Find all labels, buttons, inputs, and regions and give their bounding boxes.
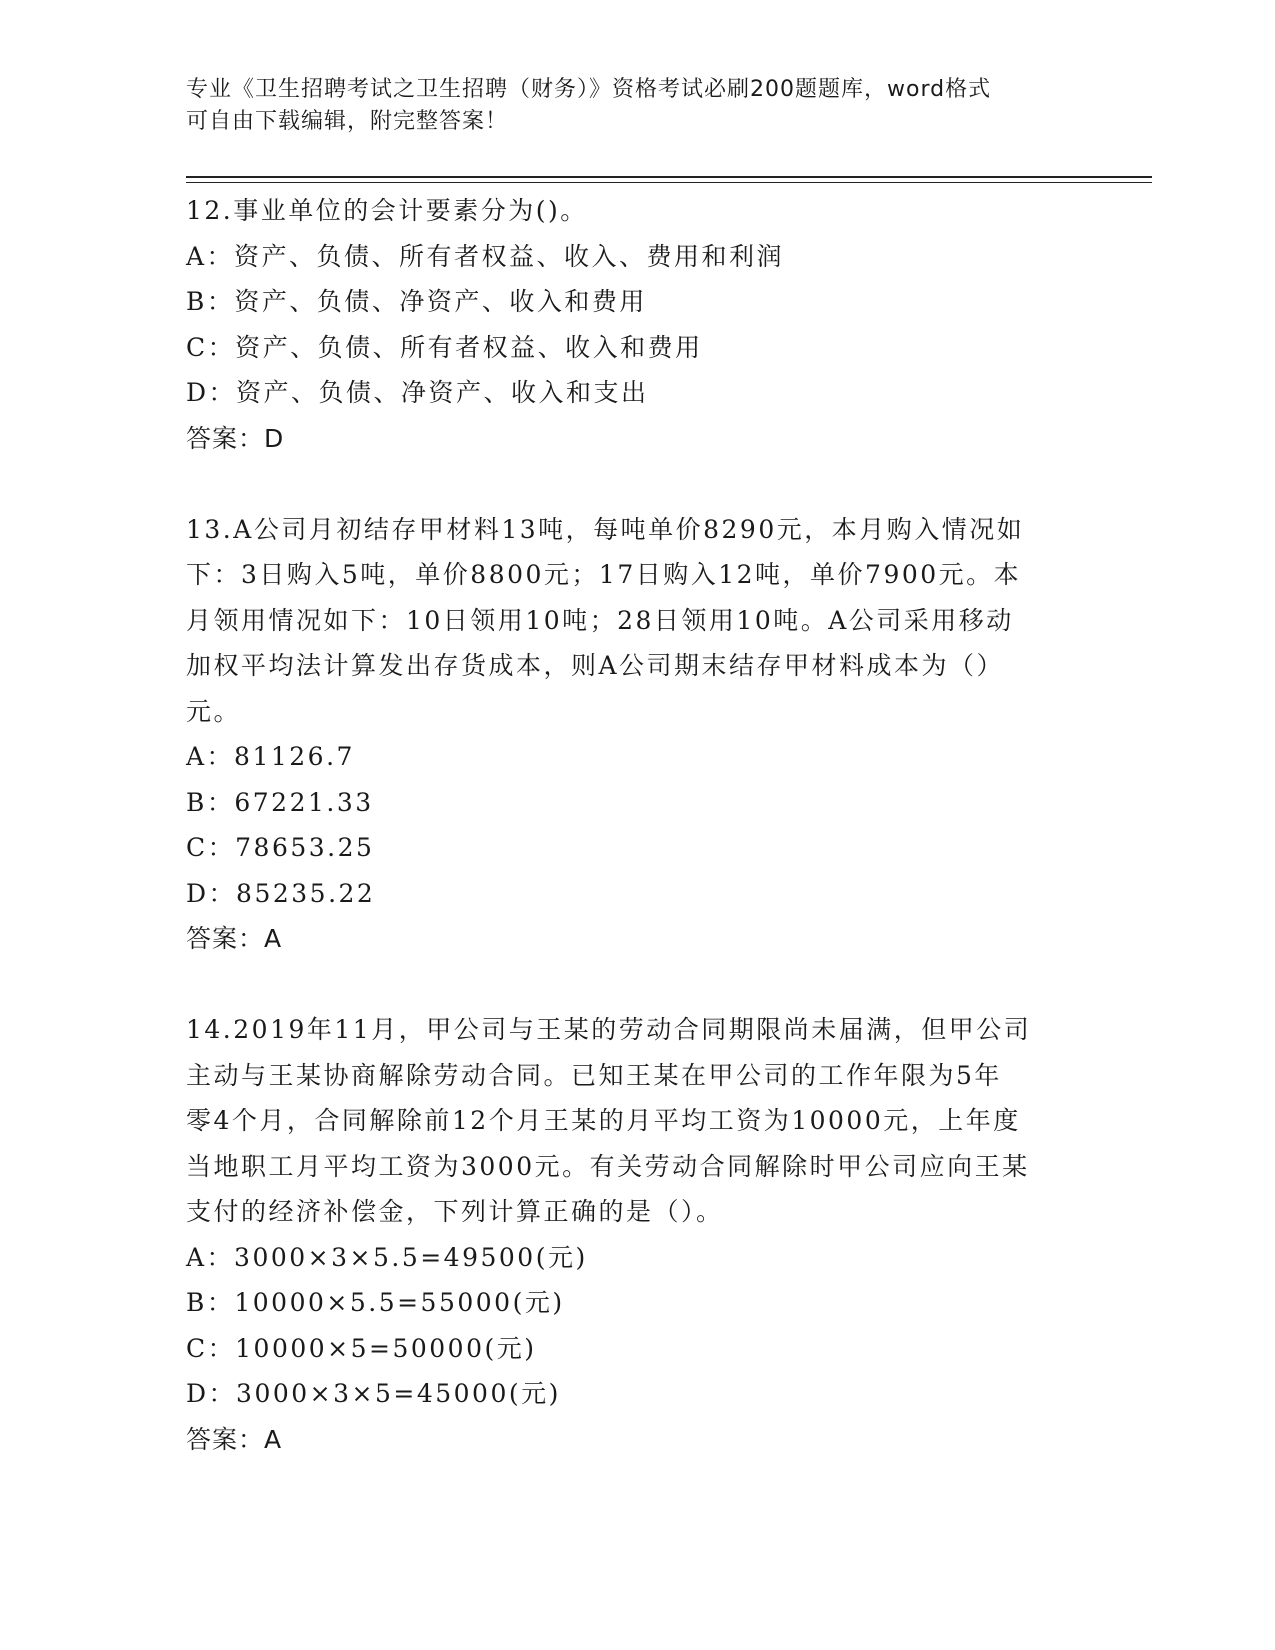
option-a: A：资产、负债、所有者权益、收入、费用和利润 [186, 241, 785, 271]
question-12 [186, 188, 1086, 461]
option-d: D：资产、负债、净资产、收入和支出 [186, 378, 649, 407]
question-stem-line: 主动与王某协商解除劳动合同。已知王某在甲公司的工作年限为5年 [186, 1060, 1002, 1090]
option-b: B：资产、负债、净资产、收入和费用 [186, 287, 647, 316]
answer-line: 答案：D [186, 423, 285, 453]
option-a: A：81126.7 [186, 742, 355, 771]
option-b: B：10000×5.5=55000(元) [186, 1288, 565, 1317]
question-gap [186, 461, 1086, 507]
answer-line: 答案：A [186, 924, 283, 953]
question-stem-line: 零4个月，合同解除前12个月王某的月平均工资为10000元，上年度 [186, 1106, 1021, 1135]
question-stem: 12.事业单位的会计要素分为()。 [186, 196, 588, 225]
question-stem-line: 元。 [186, 696, 242, 726]
question-stem-line: 14.2019年11月，甲公司与王某的劳动合同期限尚未届满，但甲公司 [186, 1015, 1032, 1044]
header-line-1: 专业《卫生招聘考试之卫生招聘（财务）》资格考试必刷200题题库，word格式 [186, 77, 992, 102]
question-13 [186, 507, 1086, 962]
option-b: B：67221.33 [186, 787, 374, 817]
question-stem-line: 加权平均法计算发出存货成本，则A公司期末结存甲材料成本为（） [186, 651, 1005, 680]
document-header [186, 74, 1066, 138]
answer-line: 答案：A [186, 1424, 283, 1454]
option-d: D：3000×3×5=45000(元) [186, 1379, 561, 1408]
question-stem-line: 13.A公司月初结存甲材料13吨，每吨单价8290元，本月购入情况如 [186, 514, 1025, 544]
question-14 [186, 1007, 1086, 1462]
option-a: A：3000×3×5.5=49500(元) [186, 1242, 588, 1272]
option-c: C：78653.25 [186, 833, 375, 862]
question-stem-line: 月领用情况如下：10日领用10吨；28日领用10吨。A公司采用移动 [186, 605, 1014, 635]
option-c: C：资产、负债、所有者权益、收入和费用 [186, 332, 703, 362]
header-divider-thin [186, 182, 1152, 183]
question-stem-line: 下：3日购入5吨，单价8800元；17日购入12吨，单价7900元。本 [186, 560, 1022, 589]
option-d: D：85235.22 [186, 878, 376, 908]
question-gap [186, 962, 1086, 1008]
header-divider-thick [186, 176, 1152, 178]
option-c: C：10000×5=50000(元) [186, 1333, 537, 1363]
header-line-2: 可自由下载编辑，附完整答案！ [186, 109, 509, 134]
question-list [186, 188, 1086, 1462]
question-stem-line: 当地职工月平均工资为3000元。有关劳动合同解除时甲公司应向王某 [186, 1151, 1030, 1181]
question-stem-line: 支付的经济补偿金，下列计算正确的是（）。 [186, 1197, 724, 1226]
